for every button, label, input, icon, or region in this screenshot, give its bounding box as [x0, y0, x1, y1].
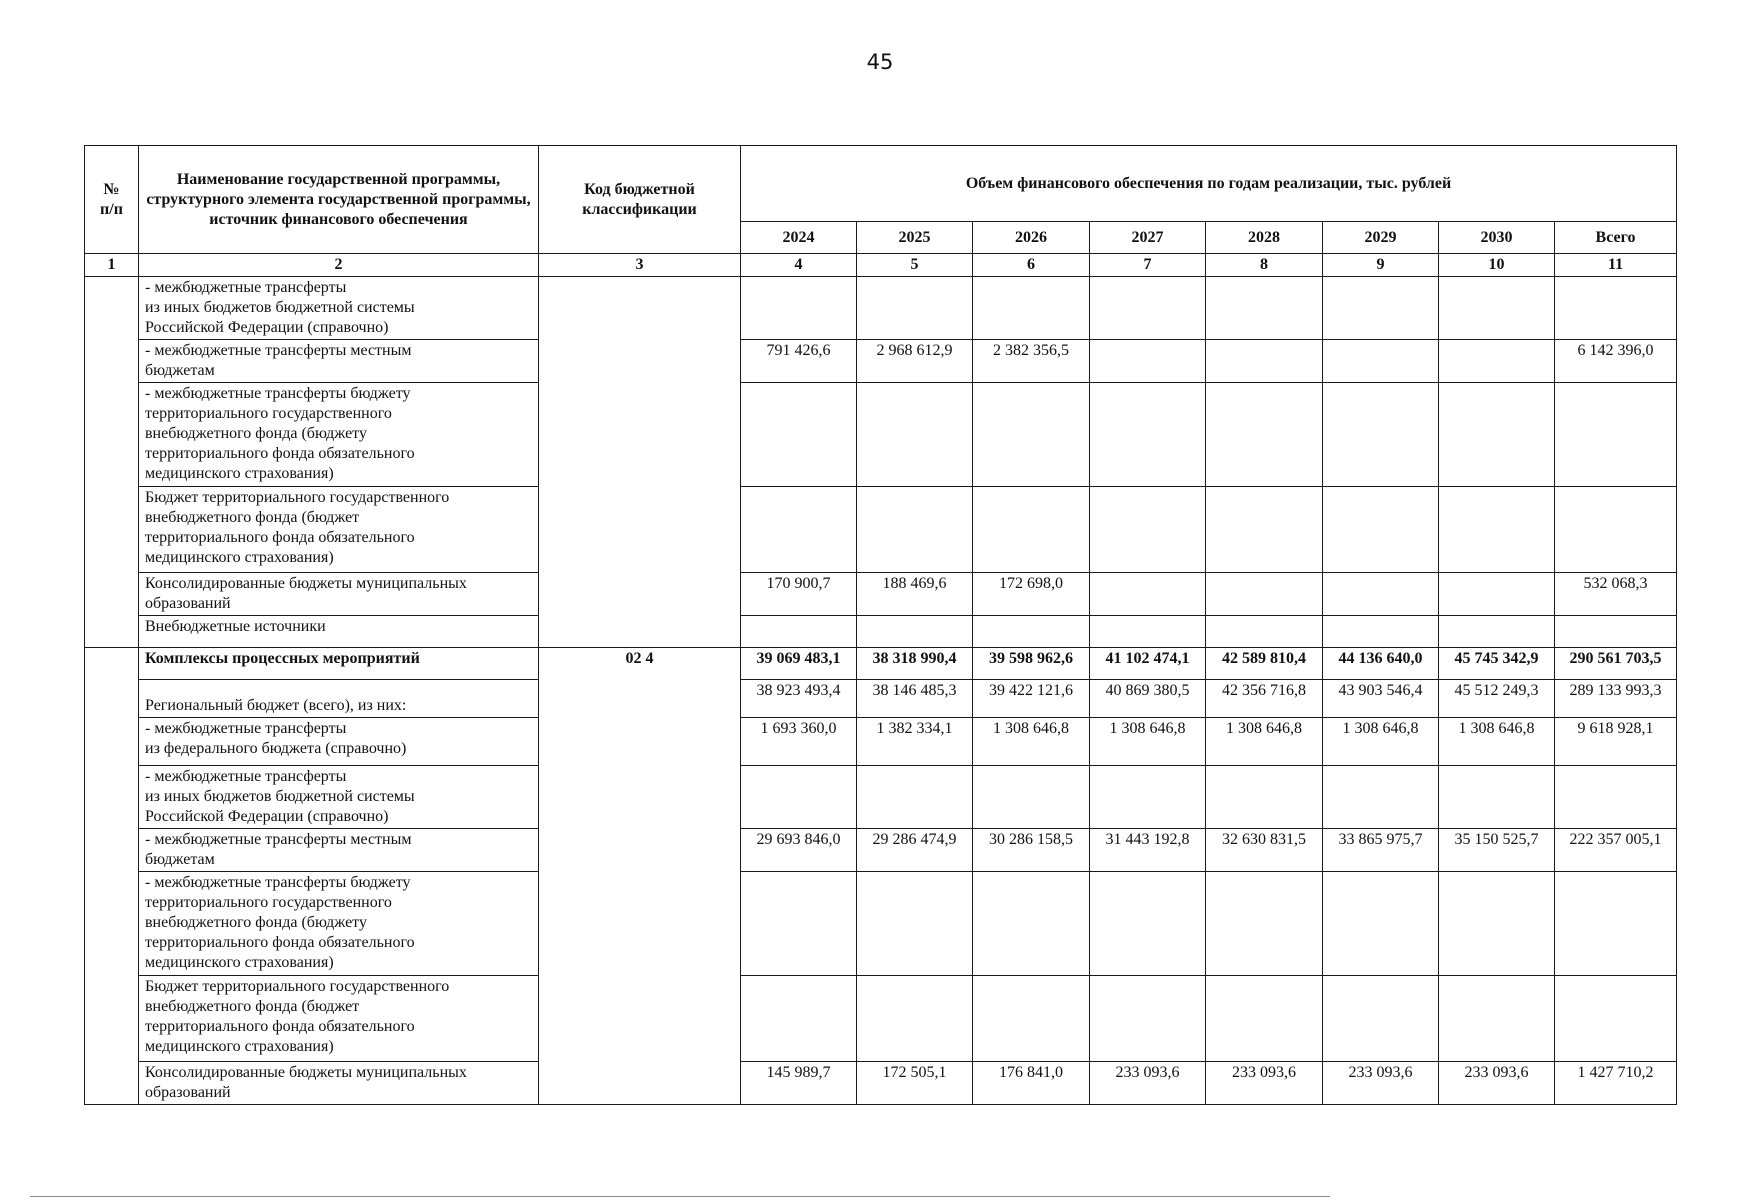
year-value-cell — [741, 766, 857, 829]
total-value-cell — [1555, 277, 1677, 340]
year-value-cell — [1206, 573, 1323, 616]
year-value-cell: 145 989,7 — [741, 1062, 857, 1105]
year-value-cell: 45 745 342,9 — [1439, 648, 1555, 680]
year-header: 2028 — [1206, 222, 1323, 254]
year-value-cell: 1 308 646,8 — [1323, 718, 1439, 766]
year-value-cell: 35 150 525,7 — [1439, 829, 1555, 872]
year-value-cell: 43 903 546,4 — [1323, 680, 1439, 718]
column-index: 10 — [1439, 254, 1555, 277]
year-header: 2025 — [857, 222, 973, 254]
year-value-cell: 32 630 831,5 — [1206, 829, 1323, 872]
year-value-cell — [973, 766, 1090, 829]
year-value-cell: 2 382 356,5 — [973, 340, 1090, 383]
page-number: 45 — [866, 50, 894, 74]
source-name-cell: - межбюджетные трансферты бюджету территориального государственного внебюджетного фонда (бюджету территориального фонда обязательного медицинского страхования) — [139, 872, 539, 976]
year-value-cell — [1090, 616, 1206, 648]
column-index: 11 — [1555, 254, 1677, 277]
total-value-cell — [1555, 616, 1677, 648]
year-value-cell: 1 308 646,8 — [1206, 718, 1323, 766]
year-header: 2030 — [1439, 222, 1555, 254]
table-row — [85, 872, 1677, 976]
year-value-cell — [857, 277, 973, 340]
total-value-cell: 289 133 993,3 — [1555, 680, 1677, 718]
table-row — [85, 340, 1677, 383]
table-row — [85, 487, 1677, 573]
source-name-cell: - межбюджетные трансферты бюджету территориального государственного внебюджетного фонда (бюджету территориального фонда обязательного медицинского страхования) — [139, 383, 539, 487]
row-number-cell — [85, 277, 139, 648]
year-value-cell — [973, 976, 1090, 1062]
year-header: 2026 — [973, 222, 1090, 254]
year-value-cell — [973, 487, 1090, 573]
year-value-cell — [1439, 487, 1555, 573]
year-value-cell — [1439, 766, 1555, 829]
year-value-cell — [857, 383, 973, 487]
year-value-cell: 791 426,6 — [741, 340, 857, 383]
year-value-cell — [857, 872, 973, 976]
total-value-cell: 1 427 710,2 — [1555, 1062, 1677, 1105]
year-value-cell — [1323, 976, 1439, 1062]
year-value-cell — [973, 872, 1090, 976]
column-index: 1 — [85, 254, 139, 277]
year-value-cell — [1090, 383, 1206, 487]
budget-code-cell — [539, 277, 741, 648]
year-value-cell — [1323, 340, 1439, 383]
source-name-cell: Внебюджетные источники — [139, 616, 539, 648]
source-name-cell: Консолидированные бюджеты муниципальных образований — [139, 1062, 539, 1105]
column-index: 8 — [1206, 254, 1323, 277]
total-value-cell — [1555, 766, 1677, 829]
year-value-cell — [1206, 872, 1323, 976]
year-value-cell — [857, 487, 973, 573]
table-row — [85, 1062, 1677, 1105]
year-value-cell: 188 469,6 — [857, 573, 973, 616]
year-value-cell — [1323, 766, 1439, 829]
year-value-cell — [1206, 487, 1323, 573]
table-row — [85, 616, 1677, 648]
year-value-cell — [973, 277, 1090, 340]
financing-table — [84, 145, 1677, 1105]
year-value-cell — [1090, 573, 1206, 616]
total-value-cell — [1555, 872, 1677, 976]
year-value-cell — [1439, 872, 1555, 976]
year-value-cell: 38 923 493,4 — [741, 680, 857, 718]
source-name-cell: Бюджет территориального государственного внебюджетного фонда (бюджет территориального фонда обязательного медицинского страхования) — [139, 487, 539, 573]
year-value-cell — [1206, 340, 1323, 383]
table-row — [85, 976, 1677, 1062]
total-value-cell: 222 357 005,1 — [1555, 829, 1677, 872]
year-value-cell — [741, 976, 857, 1062]
source-name-cell: - межбюджетные трансферты местным бюджетам — [139, 340, 539, 383]
year-value-cell — [857, 766, 973, 829]
year-value-cell: 170 900,7 — [741, 573, 857, 616]
column-index: 7 — [1090, 254, 1206, 277]
year-value-cell: 172 698,0 — [973, 573, 1090, 616]
table-row — [85, 718, 1677, 766]
year-header: 2027 — [1090, 222, 1206, 254]
year-value-cell: 42 356 716,8 — [1206, 680, 1323, 718]
year-value-cell: 233 093,6 — [1206, 1062, 1323, 1105]
total-value-cell: 290 561 703,5 — [1555, 648, 1677, 680]
year-value-cell — [1439, 573, 1555, 616]
year-value-cell — [1323, 277, 1439, 340]
year-value-cell: 38 146 485,3 — [857, 680, 973, 718]
table-row — [85, 766, 1677, 829]
year-value-cell — [973, 383, 1090, 487]
year-value-cell — [1090, 976, 1206, 1062]
year-value-cell — [1439, 383, 1555, 487]
year-value-cell — [741, 383, 857, 487]
budget-code-cell: 02 4 — [539, 648, 741, 1105]
header-volume: Объем финансового обеспечения по годам реализации, тыс. рублей — [741, 146, 1677, 222]
year-value-cell: 39 422 121,6 — [973, 680, 1090, 718]
source-name-cell: - межбюджетные трансферты из иных бюджетов бюджетной системы Российской Федерации (справочно) — [139, 277, 539, 340]
total-value-cell — [1555, 383, 1677, 487]
year-value-cell — [1090, 766, 1206, 829]
source-name-cell: - межбюджетные трансферты из федерального бюджета (справочно) — [139, 718, 539, 766]
table-row — [85, 277, 1677, 340]
year-value-cell: 29 693 846,0 — [741, 829, 857, 872]
header-code: Код бюджетной классификации — [539, 146, 741, 254]
header-name: Наименование государственной программы, структурного элемента государственной программы, источник финансового обеспечения — [139, 146, 539, 254]
year-value-cell: 41 102 474,1 — [1090, 648, 1206, 680]
year-value-cell — [1206, 766, 1323, 829]
year-header: 2029 — [1323, 222, 1439, 254]
year-value-cell: 233 093,6 — [1090, 1062, 1206, 1105]
year-value-cell: 1 308 646,8 — [973, 718, 1090, 766]
year-value-cell: 29 286 474,9 — [857, 829, 973, 872]
year-value-cell: 2 968 612,9 — [857, 340, 973, 383]
year-value-cell — [1323, 872, 1439, 976]
year-value-cell — [1206, 616, 1323, 648]
year-value-cell: 31 443 192,8 — [1090, 829, 1206, 872]
year-value-cell: 42 589 810,4 — [1206, 648, 1323, 680]
total-value-cell: 532 068,3 — [1555, 573, 1677, 616]
year-value-cell: 1 693 360,0 — [741, 718, 857, 766]
year-value-cell: 44 136 640,0 — [1323, 648, 1439, 680]
year-value-cell — [1206, 976, 1323, 1062]
year-value-cell: 233 093,6 — [1439, 1062, 1555, 1105]
year-value-cell: 39 598 962,6 — [973, 648, 1090, 680]
year-value-cell — [1439, 277, 1555, 340]
table-row — [85, 829, 1677, 872]
source-name-cell: Региональный бюджет (всего), из них: — [139, 680, 539, 718]
year-value-cell: 39 069 483,1 — [741, 648, 857, 680]
table-row — [85, 648, 1677, 680]
page-edge-line — [30, 1196, 1330, 1197]
year-value-cell — [741, 616, 857, 648]
year-value-cell — [1439, 976, 1555, 1062]
column-index: 2 — [139, 254, 539, 277]
year-value-cell: 172 505,1 — [857, 1062, 973, 1105]
year-value-cell — [1439, 616, 1555, 648]
column-index: 9 — [1323, 254, 1439, 277]
total-value-cell — [1555, 976, 1677, 1062]
year-value-cell: 30 286 158,5 — [973, 829, 1090, 872]
year-value-cell — [1090, 487, 1206, 573]
year-value-cell — [1090, 872, 1206, 976]
source-name-cell: Бюджет территориального государственного внебюджетного фонда (бюджет территориального фонда обязательного медицинского страхования) — [139, 976, 539, 1062]
year-value-cell: 176 841,0 — [973, 1062, 1090, 1105]
year-header: 2024 — [741, 222, 857, 254]
year-value-cell: 45 512 249,3 — [1439, 680, 1555, 718]
year-value-cell — [1090, 277, 1206, 340]
year-value-cell: 1 308 646,8 — [1439, 718, 1555, 766]
total-value-cell: 6 142 396,0 — [1555, 340, 1677, 383]
column-index: 6 — [973, 254, 1090, 277]
year-value-cell — [973, 616, 1090, 648]
source-name-cell: Комплексы процессных мероприятий — [139, 648, 539, 680]
column-index-row — [85, 254, 1677, 277]
table-body — [85, 277, 1677, 1105]
total-value-cell — [1555, 487, 1677, 573]
source-name-cell: - межбюджетные трансферты местным бюджетам — [139, 829, 539, 872]
table-row — [85, 573, 1677, 616]
row-number-cell — [85, 648, 139, 1105]
year-value-cell — [741, 277, 857, 340]
year-value-cell — [741, 872, 857, 976]
source-name-cell: Консолидированные бюджеты муниципальных образований — [139, 573, 539, 616]
year-value-cell — [1323, 487, 1439, 573]
year-value-cell — [857, 976, 973, 1062]
column-index: 4 — [741, 254, 857, 277]
year-value-cell: 40 869 380,5 — [1090, 680, 1206, 718]
source-name-cell: - межбюджетные трансферты из иных бюджетов бюджетной системы Российской Федерации (справочно) — [139, 766, 539, 829]
year-value-cell — [857, 616, 973, 648]
column-index: 5 — [857, 254, 973, 277]
total-header: Всего — [1555, 222, 1677, 254]
year-value-cell: 38 318 990,4 — [857, 648, 973, 680]
year-value-cell — [1323, 573, 1439, 616]
table-row — [85, 383, 1677, 487]
table-row — [85, 680, 1677, 718]
year-value-cell: 233 093,6 — [1323, 1062, 1439, 1105]
year-value-cell — [1323, 616, 1439, 648]
year-value-cell — [1439, 340, 1555, 383]
year-value-cell: 33 865 975,7 — [1323, 829, 1439, 872]
year-value-cell — [1206, 383, 1323, 487]
year-value-cell — [1090, 340, 1206, 383]
column-index: 3 — [539, 254, 741, 277]
year-value-cell — [1206, 277, 1323, 340]
total-value-cell: 9 618 928,1 — [1555, 718, 1677, 766]
year-value-cell: 1 382 334,1 — [857, 718, 973, 766]
year-value-cell — [741, 487, 857, 573]
year-value-cell — [1323, 383, 1439, 487]
header-num: № п/п — [85, 146, 139, 254]
year-value-cell: 1 308 646,8 — [1090, 718, 1206, 766]
